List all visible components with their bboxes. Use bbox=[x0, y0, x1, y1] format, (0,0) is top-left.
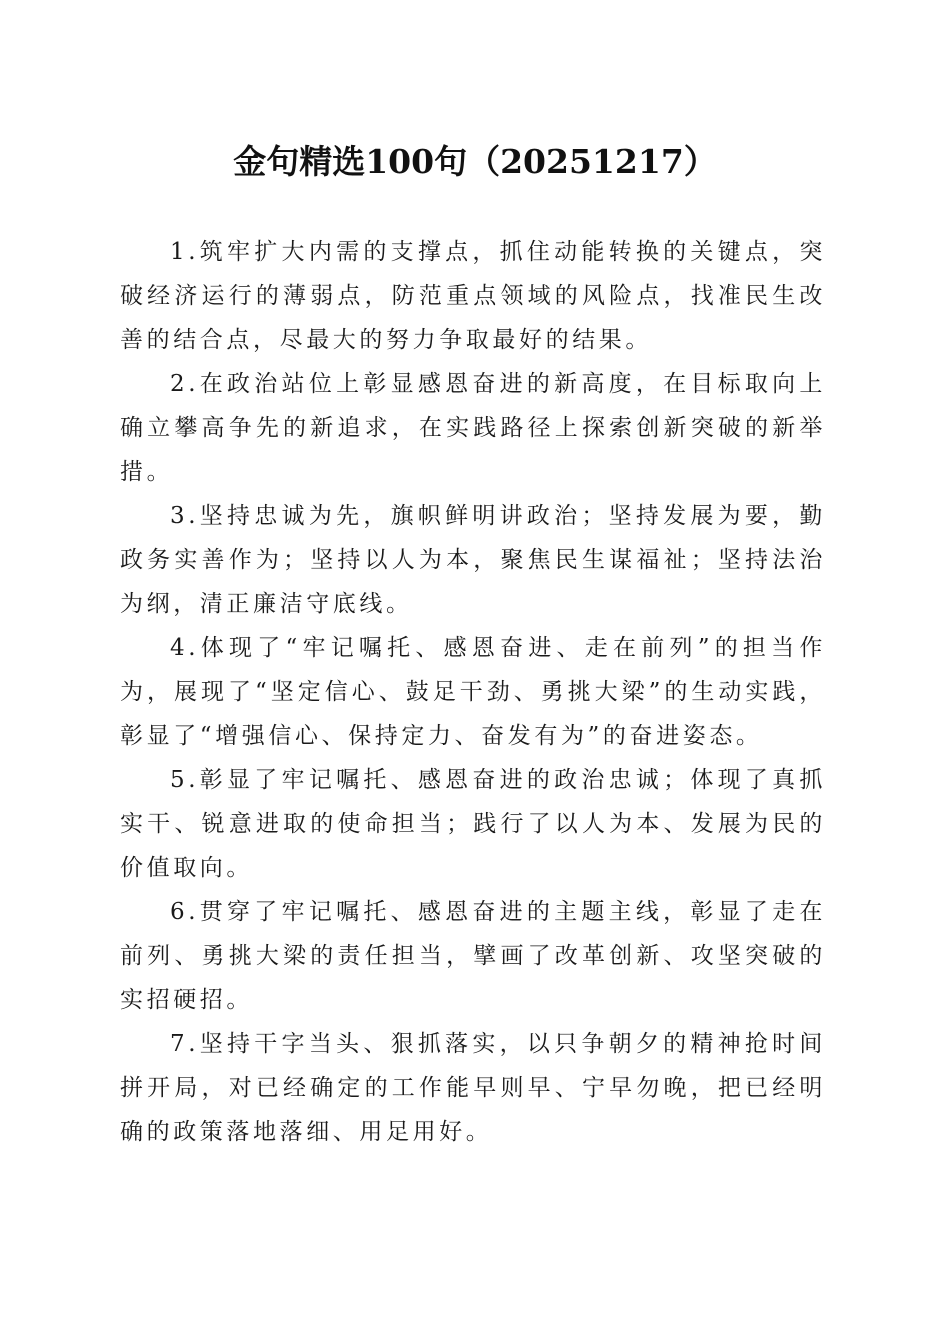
paragraph-1: 1.筑牢扩大内需的支撑点，抓住动能转换的关键点，突破经济运行的薄弱点，防范重点领域的风险点，找准民生改善的结合点，尽最大的努力争取最好的结果。 bbox=[120, 239, 826, 353]
document-body bbox=[120, 230, 826, 1154]
paragraph-5: 5.彰显了牢记嘱托、感恩奋进的政治忠诚；体现了真抓实干、锐意进取的使命担当；践行了以人为本、发展为民的价值取向。 bbox=[120, 767, 826, 881]
paragraph-3: 3.坚持忠诚为先，旗帜鲜明讲政治；坚持发展为要，勤政务实善作为；坚持以人为本，聚焦民生谋福祉；坚持法治为纲，清正廉洁守底线。 bbox=[120, 503, 826, 617]
paragraph-7: 7.坚持干字当头、狠抓落实，以只争朝夕的精神抢时间拼开局，对已经确定的工作能早则早、宁早勿晚，把已经明确的政策落地落细、用足用好。 bbox=[120, 1031, 826, 1145]
document-title: 金句精选100句（20251217） bbox=[233, 142, 717, 181]
paragraph-2: 2.在政治站位上彰显感恩奋进的新高度，在目标取向上确立攀高争先的新追求，在实践路径上探索创新突破的新举措。 bbox=[120, 371, 826, 485]
paragraph-6: 6.贯穿了牢记嘱托、感恩奋进的主题主线，彰显了走在前列、勇挑大梁的责任担当，擘画了改革创新、攻坚突破的实招硬招。 bbox=[120, 899, 826, 1013]
paragraph-4: 4.体现了“牢记嘱托、感恩奋进、走在前列”的担当作为，展现了“坚定信心、鼓足干劲、勇挑大梁”的生动实践，彰显了“增强信心、保持定力、奋发有为”的奋进姿态。 bbox=[120, 635, 826, 749]
